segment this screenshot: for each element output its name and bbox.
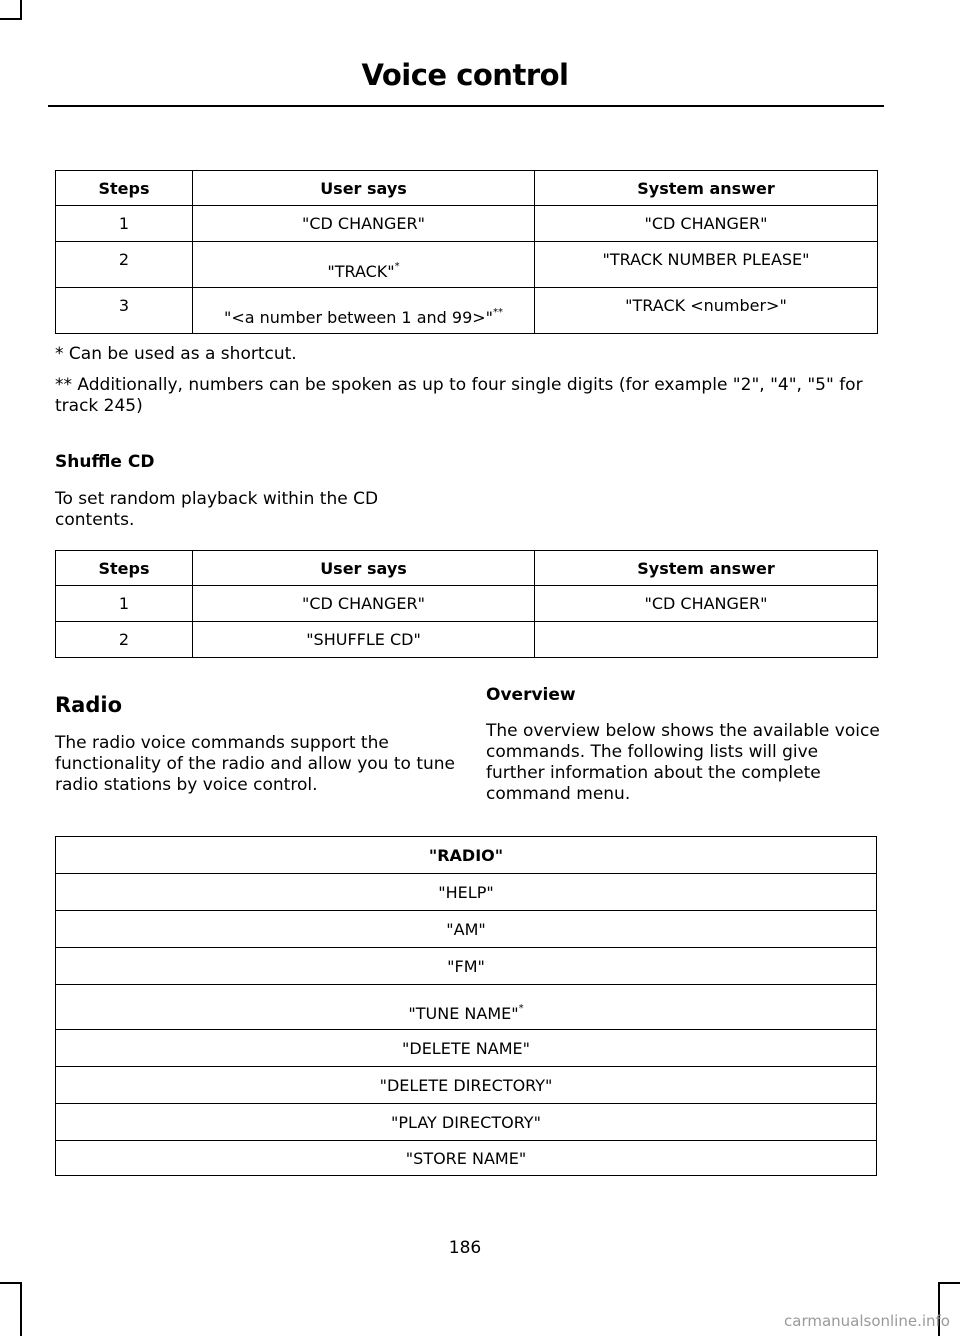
system-answer-cell [535, 622, 878, 658]
shuffle-cd-heading: Shuffle CD [55, 452, 155, 472]
overview-description: The overview below shows the available voice commands. The following lists will give further information about the complete command menu. [486, 721, 880, 804]
footnote-digits: ** Additionally, numbers can be spoken as up to four single digits (for example "2", "4", "5" for track 245) [55, 375, 863, 416]
footnote-marker: ** [493, 306, 504, 318]
system-answer-cell: "CD CHANGER" [535, 586, 878, 622]
table-row [56, 1141, 877, 1176]
table-row [56, 288, 878, 334]
system-answer-cell: "TRACK NUMBER PLEASE" [535, 242, 878, 288]
table-header-row [56, 837, 877, 874]
title-divider [48, 105, 884, 107]
table-row [56, 911, 877, 948]
watermark: carmanualsonline.info [784, 1312, 950, 1330]
radio-commands-table [55, 836, 877, 1176]
column-header-system-answer: System answer [535, 551, 878, 586]
footnote-marker: * [394, 260, 400, 272]
column-header-steps: Steps [56, 551, 193, 586]
command-label: "STORE NAME" [405, 1148, 527, 1168]
table-row [56, 1067, 877, 1104]
crop-mark [20, 1282, 22, 1336]
command-cell [56, 948, 877, 985]
crop-mark [938, 1282, 960, 1284]
table-row [56, 206, 878, 242]
step-cell: 3 [56, 288, 193, 334]
user-says-cell: "SHUFFLE CD" [193, 622, 535, 658]
command-cell [56, 1141, 877, 1176]
overview-heading: Overview [486, 685, 576, 705]
command-label: "AM" [446, 919, 486, 939]
crop-mark [20, 0, 22, 20]
table-header-row [56, 171, 878, 206]
step-cell: 1 [56, 586, 193, 622]
user-says-cell: "CD CHANGER" [193, 206, 535, 242]
table-row [56, 1030, 877, 1067]
system-answer-cell: "TRACK <number>" [535, 288, 878, 334]
table-header-row [56, 551, 878, 586]
column-header-user-says: User says [193, 551, 535, 586]
command-label: "PLAY DIRECTORY" [391, 1112, 541, 1132]
user-says-text: "<a number between 1 and 99>" [223, 308, 494, 327]
table-row [56, 948, 877, 985]
command-cell [56, 1104, 877, 1141]
crop-mark [0, 1282, 22, 1284]
user-says-text: "TRACK" [327, 262, 395, 281]
user-says-cell [193, 288, 535, 334]
command-label: "HELP" [438, 882, 494, 902]
step-cell: 2 [56, 242, 193, 288]
command-cell [56, 874, 877, 911]
shuffle-cd-table [55, 550, 878, 658]
command-cell [56, 1067, 877, 1104]
radio-heading: Radio [55, 693, 122, 717]
shuffle-cd-description: To set random playback within the CD contents. [55, 489, 379, 530]
footnote-shortcut: * Can be used as a shortcut. [55, 344, 297, 364]
command-cell [56, 985, 877, 1030]
table-row [56, 242, 878, 288]
table-row [56, 985, 877, 1030]
page-number: 186 [448, 1238, 482, 1258]
column-header-user-says: User says [193, 171, 535, 206]
table-row [56, 586, 878, 622]
table-row [56, 874, 877, 911]
footnote-marker: * [518, 1002, 524, 1014]
table-row [56, 1104, 877, 1141]
user-says-cell [193, 242, 535, 288]
system-answer-cell: "CD CHANGER" [535, 206, 878, 242]
step-cell: 1 [56, 206, 193, 242]
command-label: "DELETE NAME" [402, 1038, 530, 1058]
column-header-radio: "RADIO" [56, 837, 877, 874]
cd-changer-track-table [55, 170, 878, 334]
command-cell [56, 1030, 877, 1067]
user-says-cell: "CD CHANGER" [193, 586, 535, 622]
command-cell [56, 911, 877, 948]
table-row [56, 622, 878, 658]
column-header-system-answer: System answer [535, 171, 878, 206]
radio-description: The radio voice commands support the functionality of the radio and allow you to tune radio stations by voice control. [55, 733, 455, 795]
command-label: "FM" [447, 956, 485, 976]
command-label: "TUNE NAME" [408, 1004, 519, 1023]
column-header-steps: Steps [56, 171, 193, 206]
command-label: "DELETE DIRECTORY" [379, 1075, 553, 1095]
crop-mark [0, 18, 22, 20]
step-cell: 2 [56, 622, 193, 658]
page-title: Voice control [361, 58, 569, 92]
